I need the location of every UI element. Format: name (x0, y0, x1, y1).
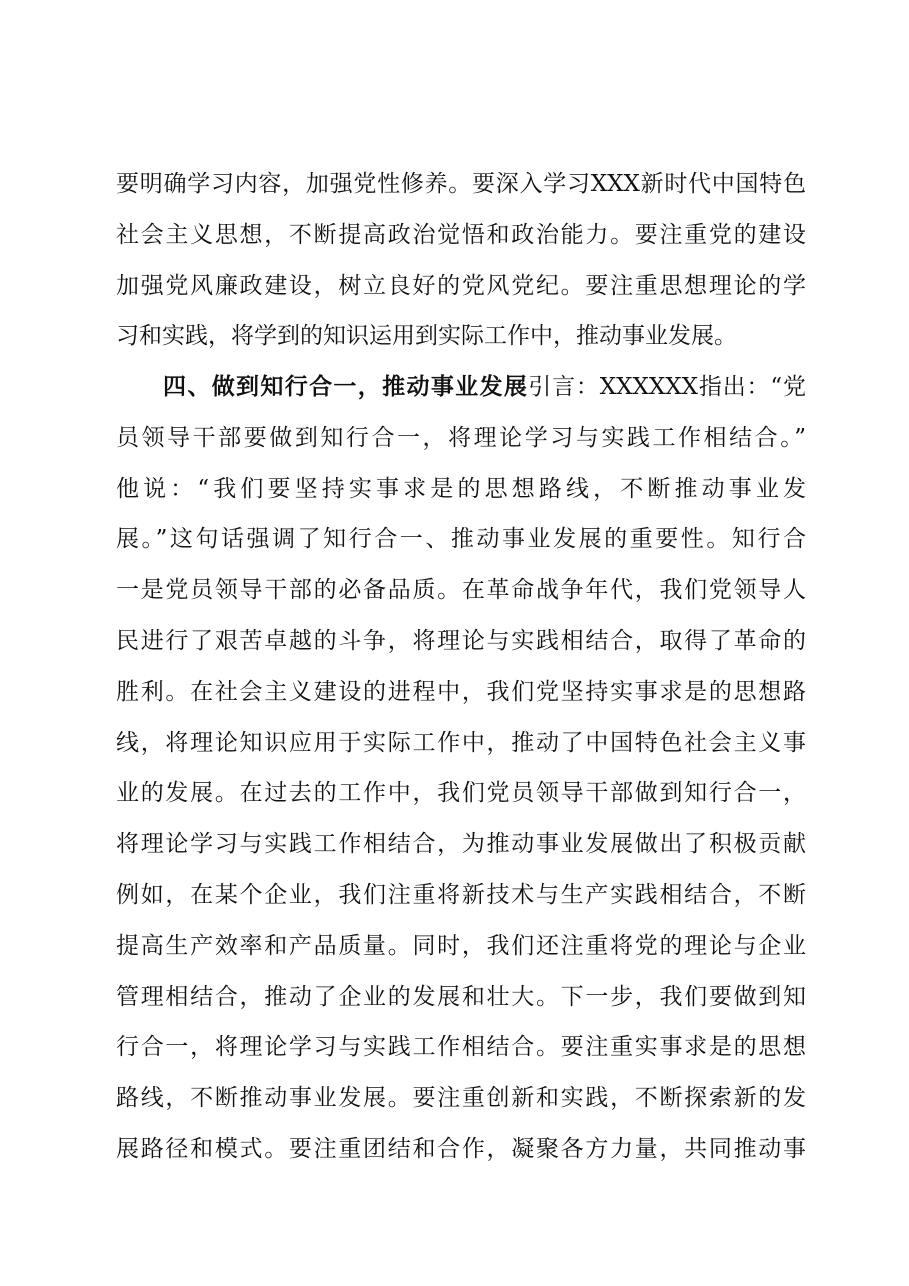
text-line: 提高生产效率和产品质量。同时，我们还注重将党的理论与企业 (116, 932, 806, 959)
text-line: 路线，不断推动事业发展。要注重创新和实践，不断探索新的发 (116, 1085, 806, 1112)
text-line: 例如，在某个企业，我们注重将新技术与生产实践相结合，不断 (116, 881, 806, 908)
text-line: 展。”这句话强调了知行合一、推动事业发展的重要性。知行合 (116, 526, 806, 553)
section-heading: 四、做到知行合一，推动事业发展 (163, 374, 529, 400)
section-4 (116, 362, 806, 1175)
text-line: 线，将理论知识应用于实际工作中，推动了中国特色社会主义事 (116, 729, 806, 756)
text-line: 管理相结合，推动了企业的发展和壮大。下一步，我们要做到知 (116, 983, 806, 1010)
text-line: 民进行了艰苦卓越的斗争，将理论与实践相结合，取得了革命的 (116, 627, 806, 654)
text-line: 业的发展。在过去的工作中，我们党员领导干部做到知行合一， (116, 780, 806, 807)
text-line: 社会主义思想，不断提高政治觉悟和政治能力。要注重党的建设 (116, 221, 806, 248)
text-line: 员领导干部要做到知行合一，将理论学习与实践工作相结合。” (116, 424, 806, 451)
paragraph-study-content (116, 159, 806, 362)
text-line: 加强党风廉政建设，树立良好的党风党纪。要注重思想理论的学 (116, 272, 806, 299)
text-line: 将理论学习与实践工作相结合，为推动事业发展做出了积极贡献 (116, 831, 806, 858)
quote-intro: 引言：XXXXXX指出：“党 (528, 374, 806, 400)
section-4-first-line (116, 362, 806, 413)
text-line: 行合一，将理论学习与实践工作相结合。要注重实事求是的思想 (116, 1034, 806, 1061)
text-line: 一是党员领导干部的必备品质。在革命战争年代，我们党领导人 (116, 577, 806, 604)
text-line: 胜利。在社会主义建设的进程中，我们党坚持实事求是的思想路 (116, 678, 806, 705)
text-line: 他说：“我们要坚持实事求是的思想路线，不断推动事业发 (116, 475, 806, 502)
text-line: 展路径和模式。要注重团结和合作，凝聚各方力量，共同推动事 (116, 1135, 806, 1162)
text-line: 要明确学习内容，加强党性修养。要深入学习XXX新时代中国特色 (116, 171, 806, 197)
text-line: 习和实践，将学到的知识运用到实际工作中，推动事业发展。 (116, 323, 737, 350)
